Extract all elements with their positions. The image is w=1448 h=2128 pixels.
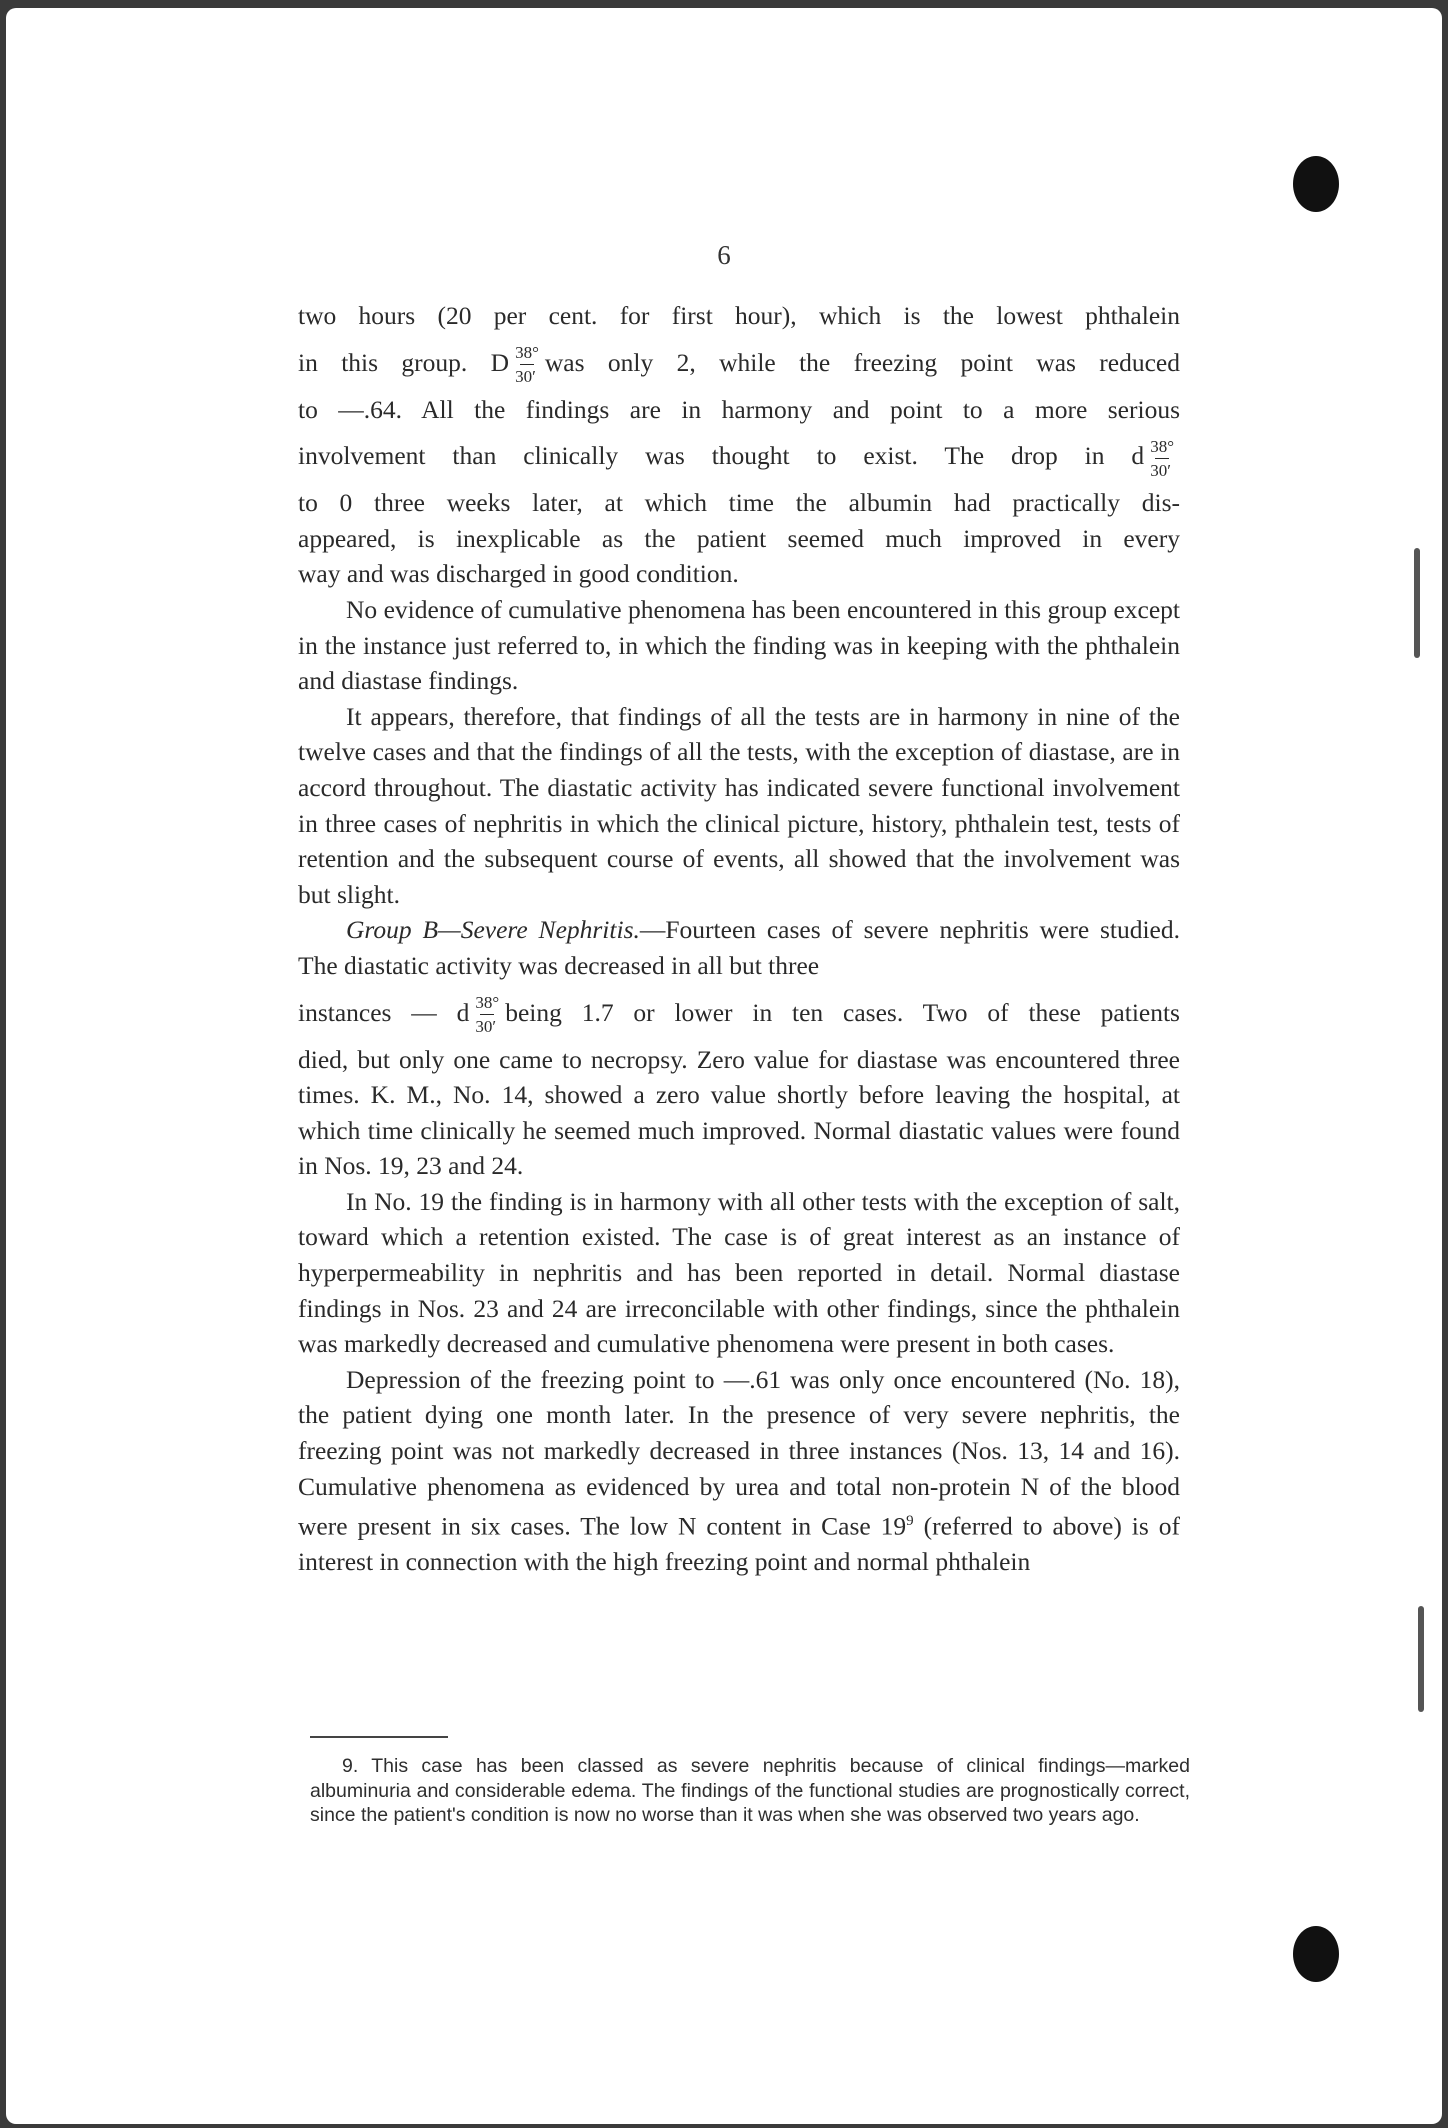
line-with-fraction <box>298 984 1180 1042</box>
fraction-top: 38° <box>475 993 500 1013</box>
fraction <box>475 993 499 1036</box>
footnote-text: 9. This case has been classed as severe nephritis because of clinical findings—marked albuminuria and considerable edema. The findings of the functional studies are prognostically correct, since the patient's condition is now no worse than it was when she was observed two years ago. <box>310 1755 1190 1826</box>
paragraph-group-b <box>298 912 1180 983</box>
binding-mark-top <box>1414 548 1420 658</box>
paragraph: It appears, therefore, that findings of all the tests are in harmony in nine of the twelve cases and that the findings of all the tests, with the exception of diastase, are in accord throughout. The diastatic activity has indicated severe functional involvement in three cases of nephritis in which the clinical picture, history, phthalein test, tests of retention and the subsequent course of events, all showed that the involvement was but slight. <box>298 701 1180 909</box>
fraction-bar <box>480 1014 494 1015</box>
text-span: being 1.7 or lower in ten cases. Two of these patients <box>505 997 1180 1027</box>
line: two hours (20 per cent. for first hour), which is the lowest phthalein <box>298 301 1180 330</box>
line: appeared, is inexplicable as the patient seemed much improved in every <box>298 523 1180 553</box>
text-span: (referred to above) is of interest in connection with the high freezing point and normal phthalein <box>298 1511 1180 1577</box>
paragraph: In No. 19 the finding is in harmony with all other tests with the exception of salt, toward which a retention existed. The case is of great interest as an instance of hyperpermeability in nephritis and has been reported in detail. Normal diastase findings in Nos. 23 and 24 are irreconcilable with other findings, since the phthalein was markedly decreased and cumulative phenomena were present in both cases. <box>298 1186 1180 1359</box>
line: way and was discharged in good condition. <box>298 559 739 589</box>
paragraph: died, but only one came to necropsy. Zero value for diastase was encountered three times. K. M., No. 14, showed a zero value shortly before leaving the hospital, at which time clinically he seemed much improved. Normal diastatic values were found in Nos. 19, 23 and 24. <box>298 1044 1180 1181</box>
paragraph: No evidence of cumulative phenomena has been encountered in this group except in the instance just referred to, in which the finding was in keeping with the phthalein and diastase findings. <box>298 594 1180 696</box>
fraction <box>515 343 539 386</box>
page-number: 6 <box>717 240 731 270</box>
footnote-rule <box>310 1736 448 1738</box>
fraction-bar <box>1155 458 1169 459</box>
fraction-top: 38° <box>1150 436 1174 456</box>
text-span: Depression of the freezing point to —.61 was only once encountered (No. 18), the patient dying one month later. In the presence of very severe nephritis, the freezing point was not markedly decreased in three instances (Nos. 13, 14 and 16). Cumulative phenomena as evidenced by urea and total non-protein N of the blood were present in six cases. The low N content in Case 19 <box>298 1364 1180 1541</box>
body-text <box>298 298 1180 1580</box>
text-span: was only 2, while the freezing point was reduced <box>544 347 1181 377</box>
line: to 0 three weeks later, at which time the albumin had practically dis- <box>298 488 1180 518</box>
line-with-fraction <box>298 427 1180 485</box>
fraction-bottom: 30′ <box>475 1017 497 1037</box>
text-span: instances — d <box>298 997 470 1027</box>
fraction-bottom: 30′ <box>515 367 536 387</box>
footnote-ref: 9 <box>906 1513 914 1530</box>
section-heading: Group B—Severe Nephritis. <box>346 915 640 945</box>
punch-hole-top <box>1293 156 1339 212</box>
line: to —.64. All the findings are in harmony and point to a more serious <box>298 394 1180 424</box>
line-with-fraction <box>298 334 1180 392</box>
text-span: involvement than clinically was thought to exist. The drop in d <box>298 441 1145 471</box>
punch-hole-bottom <box>1293 1926 1339 1982</box>
footnote <box>310 1754 1190 1828</box>
fraction-bar <box>520 364 534 365</box>
text-span: in this group. D <box>298 347 510 377</box>
fraction <box>1150 437 1174 480</box>
fraction-bottom: 30′ <box>1150 460 1171 480</box>
paragraph <box>298 1362 1180 1580</box>
binding-mark-bottom <box>1418 1606 1424 1712</box>
text-span: —Fourteen cases of severe nephritis were studied. The diastatic activity was decreased in all but three <box>298 915 1181 980</box>
fraction-top: 38° <box>515 343 539 363</box>
